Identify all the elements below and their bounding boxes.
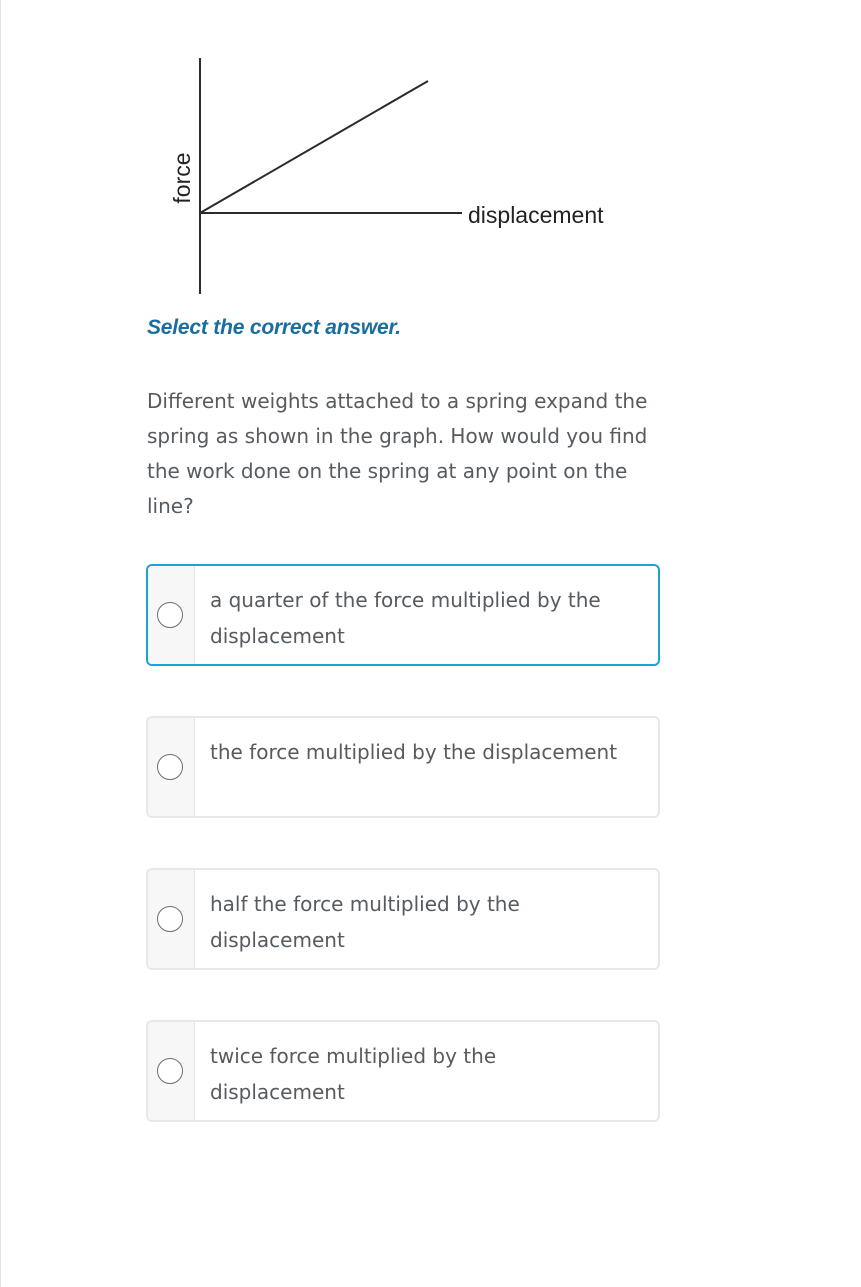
x-axis-label: displacement (468, 202, 604, 228)
instruction-text: Select the correct answer. (147, 316, 401, 339)
option-label: half the force multiplied by the displacement (210, 892, 520, 952)
option-radio-cell (148, 1022, 195, 1120)
radio-button[interactable] (157, 754, 183, 780)
option-label: the force multiplied by the displacement (210, 740, 618, 764)
option-radio-cell (148, 870, 195, 968)
force-line (200, 81, 428, 213)
answer-option-1[interactable] (146, 564, 660, 666)
radio-button[interactable] (157, 602, 183, 628)
option-radio-cell (148, 566, 195, 664)
option-label: twice force multiplied by the displacement (210, 1044, 497, 1104)
option-radio-cell (148, 718, 195, 816)
radio-button[interactable] (157, 1058, 183, 1084)
force-displacement-graph (160, 50, 640, 300)
left-edge-divider (0, 0, 1, 1287)
answer-option-2[interactable] (146, 716, 660, 818)
option-label: a quarter of the force multiplied by the displacement (210, 588, 601, 648)
answer-option-4[interactable] (146, 1020, 660, 1122)
radio-button[interactable] (157, 906, 183, 932)
y-axis-label: force (169, 152, 195, 204)
answer-option-3[interactable] (146, 868, 660, 970)
question-text: Different weights attached to a spring expand the spring as shown in the graph. How would you find the work done on the spring at any point on the line? (147, 389, 648, 518)
